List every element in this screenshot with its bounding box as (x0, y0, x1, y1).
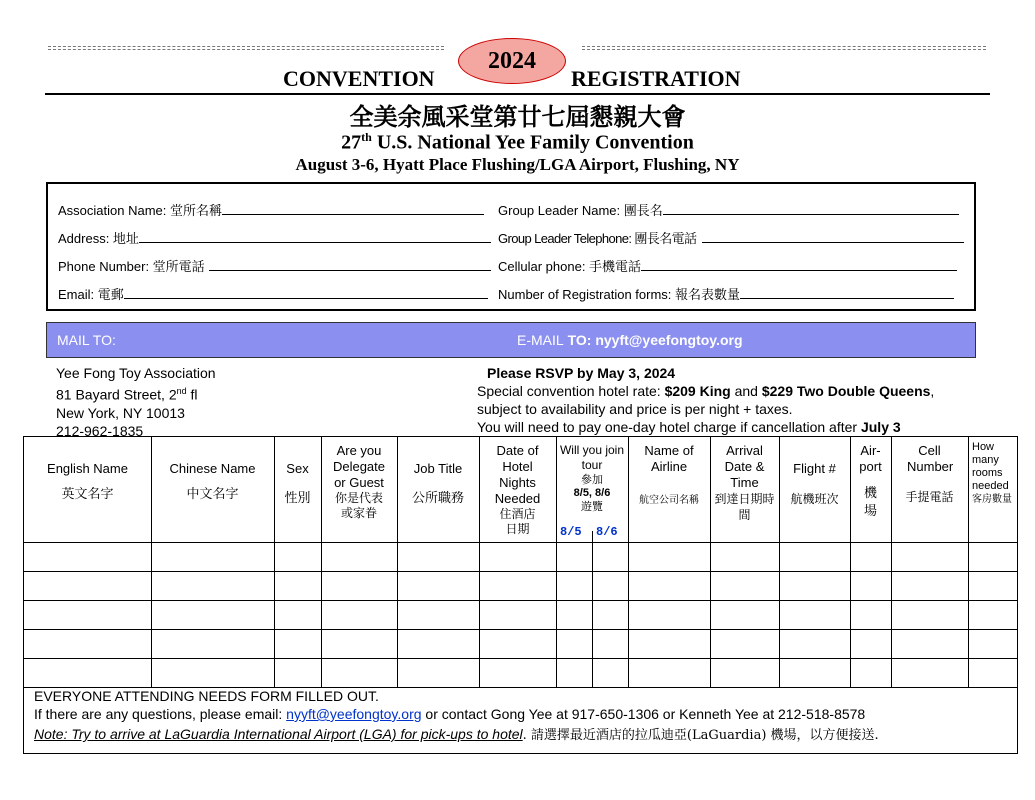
col-chinese-name (151, 461, 274, 503)
col-tour-dates: 8/5, 8/6 (573, 487, 611, 499)
col-cell-number (891, 443, 968, 505)
association-field[interactable] (222, 202, 484, 215)
col-sex-en: Sex (286, 461, 309, 476)
row-divider (24, 629, 1017, 630)
cancel-intro: You will need to pay one-day hotel charge if cancellation after (477, 419, 861, 435)
row-divider (24, 542, 1017, 543)
row-divider (24, 600, 1017, 601)
col-arrival-en: Arrival Date & Time (724, 443, 765, 490)
cell-field[interactable] (641, 258, 957, 271)
year-badge (458, 38, 566, 84)
col-rooms-cn: 客房數量 (972, 494, 1012, 505)
col-arrival-cn: 到達日期時間 (714, 492, 775, 522)
footer-email-link[interactable]: nyyft@yeefongtoy.org (286, 706, 422, 722)
col-job-title (397, 461, 479, 507)
rate-end: , (930, 383, 935, 399)
row-cell (498, 256, 957, 275)
col-hotel-nights-en: Date of Hotel Nights Needed (494, 443, 541, 506)
col-rooms-en: How many rooms needed (972, 441, 1009, 492)
footer-contact-b: or contact Gong Yee at 917-650-1306 or Kenneth Yee at 212-518-8578 (421, 706, 866, 722)
right-double-rule (582, 46, 986, 50)
col-chinese-name-cn: 中文名字 (186, 487, 239, 502)
mail-bar (46, 322, 976, 358)
row-divider (24, 571, 1017, 572)
hotel-info (477, 364, 934, 436)
email-to-label (517, 332, 743, 348)
group-leader-label: Group Leader Name: 團長名 (498, 203, 663, 218)
col-airline-cn: 航空公司名稱 (639, 495, 699, 506)
col-airline (628, 443, 710, 509)
address-line-2 (56, 382, 216, 404)
hotel-rate (477, 382, 934, 400)
col-english-name (24, 461, 151, 503)
col-airport-cn: 機場 (863, 486, 877, 519)
col-divider (968, 437, 969, 688)
col-sex-cn: 性別 (284, 491, 311, 506)
title-number: 27 (341, 131, 362, 154)
row-forms (498, 284, 954, 303)
rate-king: $209 King (664, 383, 731, 399)
col-rooms (972, 441, 1016, 506)
forms-field[interactable] (740, 286, 954, 299)
tour-sub-86: 8/6 (596, 525, 618, 539)
footer-contact (34, 706, 865, 722)
title-rest: U.S. National Yee Family Convention (371, 131, 694, 154)
row-phone (58, 256, 491, 275)
tour-sub-85: 8/5 (560, 525, 582, 539)
contact-info-box (46, 182, 976, 311)
col-airport-en: Air-port (859, 443, 882, 474)
col-arrival (710, 443, 779, 523)
col-hotel-nights (479, 443, 556, 537)
mail-to-label: MAIL TO: (57, 332, 116, 348)
association-label: Association Name: 堂所名稱 (58, 203, 222, 218)
col-delegate (321, 443, 397, 521)
year-text: 2024 (488, 47, 536, 74)
address-line-2b: fl (186, 386, 198, 403)
col-cell-number-en: Cell Number (907, 443, 954, 474)
col-airport (850, 443, 891, 521)
row-leader-phone (498, 228, 964, 247)
col-delegate-cn: 你是代表或家眷 (334, 491, 383, 520)
leader-phone-label: Group Leader Telephone: 團長名電話 (498, 231, 697, 246)
title-sup: th (361, 130, 372, 144)
mailing-address (56, 364, 216, 440)
col-delegate-en: Are you Delegate or Guest (332, 443, 386, 490)
footer-contact-a: If there are any questions, please email: (34, 706, 287, 722)
leader-phone-field[interactable] (702, 230, 964, 243)
convention-word: CONVENTION (283, 66, 435, 91)
address-line-1: Yee Fong Toy Association (56, 365, 216, 381)
rsvp-text: Please RSVP by May 3, 2024 (487, 365, 676, 381)
address-field[interactable] (139, 230, 491, 243)
row-leader (498, 200, 959, 219)
col-flight-en: Flight # (793, 461, 836, 476)
cancel-date: July 3 (860, 419, 901, 435)
col-tour-en: Will you join tour (559, 443, 625, 472)
col-airline-en: Name of Airline (644, 443, 694, 474)
registration-word: REGISTRATION (571, 66, 741, 91)
col-flight-cn: 航機班次 (790, 492, 839, 506)
rate-queens: $229 Two Double Queens (761, 383, 931, 399)
email-to-address[interactable]: TO: nyyft@yeefongtoy.org (563, 332, 743, 348)
phone-label: Phone Number: 堂所電話 (58, 259, 205, 274)
col-tour-cn2: 遊覽 (581, 500, 603, 513)
col-sex (274, 461, 321, 507)
col-tour-cn: 參加 (581, 473, 603, 486)
rate-intro: Special convention hotel rate: (477, 383, 665, 399)
registration-table (23, 436, 1018, 754)
col-english-name-en: English Name (47, 461, 128, 476)
tour-sub-divider (592, 531, 593, 688)
forms-label: Number of Registration forms: 報名表數量 (498, 287, 741, 302)
address-line-2-sup: nd (176, 386, 187, 396)
row-address (58, 228, 491, 247)
col-cell-number-cn: 手提電話 (905, 490, 954, 504)
col-hotel-nights-cn: 住酒店日期 (499, 507, 536, 536)
col-flight (779, 461, 850, 507)
address-line-4: 212-962-1835 (56, 422, 144, 439)
cell-label: Cellular phone: 手機電話 (498, 259, 642, 274)
address-line-2a: 81 Bayard Street, 2 (56, 386, 177, 403)
group-leader-field[interactable] (663, 202, 959, 215)
email-to-prefix: E-MAIL (517, 332, 564, 348)
footer-note (34, 724, 879, 743)
rate-and: and (730, 383, 762, 399)
email-field[interactable] (124, 286, 488, 299)
address-line-3: New York, NY 10013 (56, 404, 185, 421)
cancel-text (477, 418, 934, 436)
col-english-name-cn: 英文名字 (61, 487, 114, 502)
col-tour (556, 443, 628, 514)
col-chinese-name-en: Chinese Name (169, 461, 256, 476)
footer-note-text: Note: Try to arrive at LaGuardia International Airport (LGA) for pick-ups to hotel (34, 726, 523, 742)
header-rule (45, 93, 990, 95)
col-job-title-en: Job Title (413, 461, 463, 476)
chinese-title: 全美余風采堂第廿七屆懇親大會 (349, 102, 686, 131)
subtitle: August 3-6, Hyatt Place Flushing/LGA Airport, Flushing, NY (295, 155, 740, 174)
col-job-title-cn: 公所職務 (411, 491, 464, 506)
footer-note-cn: . 請選擇最近酒店的拉瓜迪亞(LaGuardia) 機場，以方便接送. (522, 728, 879, 743)
row-divider (24, 658, 1017, 659)
footer-notice: EVERYONE ATTENDING NEEDS FORM FILLED OUT. (34, 688, 379, 704)
address-label: Address: 地址 (58, 231, 139, 246)
row-association (58, 200, 484, 219)
subject-text: subject to availability and price is per night + taxes. (477, 401, 793, 417)
left-double-rule (48, 46, 444, 50)
english-title (0, 130, 1035, 155)
phone-field[interactable] (209, 258, 491, 271)
email-label: Email: 電郵 (58, 287, 124, 302)
row-email (58, 284, 488, 303)
